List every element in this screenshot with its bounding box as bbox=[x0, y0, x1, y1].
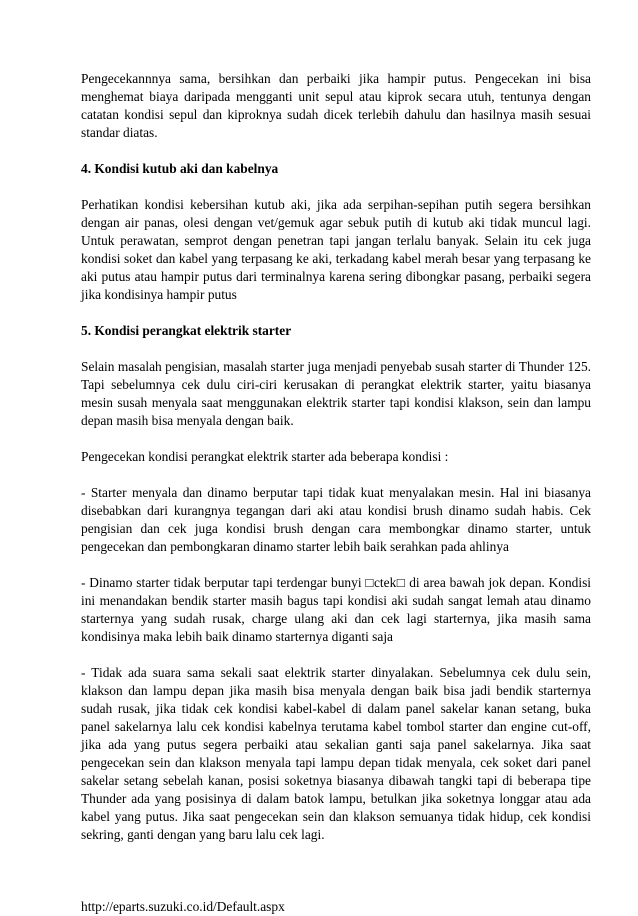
paragraph-kutub-aki: Perhatikan kondisi kebersihan kutub aki, jika ada serpihan-sepihan putih segera bersihkan dengan air panas, olesi dengan vet/gemuk agar sebuk putih di kutub aki tidak muncul lagi. Untuk perawatan, semprot dengan penetran tapi jangan terlalu banyak. Selain itu cek juga kondisi soket dan kabel yang terpasang ke aki, terkadang kabel merah besar yang terpasang ke aki putus atau hampir putus dari terminalnya karena sering dibongkar pasang, perbaiki segera jika kondisinya hampir putus bbox=[81, 197, 591, 302]
paragraph-condition-3: - Tidak ada suara sama sekali saat elektrik starter dinyalakan. Sebelumnya cek dulu sein, klakson dan lampu depan jika masih bisa menyala dengan baik bisa jadi bendik starternya sudah rusak, jika tidak cek kondisi kabel-kabel di dalam panel sakelar kanan setang, buka panel sakelarnya lalu cek kondisi kabelnya terutama kabel tombol starter dan engine cut-off, jika ada yang putus segera perbaiki atau sekalian ganti saja panel sakelarnya. Jika saat pengecekan sein dan klakson menyala tapi lampu depan tidak menyala, cek soket dari panel sakelar setang sebelah kanan, posisi soketnya biasanya dibawah tangki tapi di beberapa tipe Thunder ada yang posisinya di dalam batok lampu, betulkan jika soketnya longgar atau ada kabel yang putus. Jika saat pengecekan sein dan klakson semuanya tidak hidup, cek kondisi sekring, ganti dengan yang baru lalu cek lagi. bbox=[81, 665, 591, 842]
reference-link[interactable]: http://eparts.suzuki.co.id/Default.aspx bbox=[81, 899, 285, 914]
heading-elektrik-starter: 5. Kondisi perangkat elektrik starter bbox=[81, 323, 292, 338]
paragraph-sepul-kiprok: Pengecekannnya sama, bersihkan dan perbaiki jika hampir putus. Pengecekan ini bisa menghemat biaya daripada mengganti unit sepul atau kiprok secara utuh, tentunya dengan catatan kondisi sepul dan kiproknya sudah dicek terlebih dahulu dan hasilnya masih sesuai standar diatas. bbox=[81, 71, 591, 140]
paragraph-condition-1: - Starter menyala dan dinamo berputar tapi tidak kuat menyalakan mesin. Hal ini biasanya disebabkan dari kurangnya tegangan dari aki atau kondisi brush dinamo sudah habis. Cek pengisian dan cek juga kondisi brush dengan cara membongkar dinamo starter, untuk pengecekan dan pembongkaran dinamo starter lebih baik serahkan pada ahlinya bbox=[81, 485, 591, 554]
paragraph-starter-intro: Selain masalah pengisian, masalah starter juga menjadi penyebab susah starter di Thunder 125. Tapi sebelumnya cek dulu ciri-ciri kerusakan di perangkat elektrik starter, yaitu biasanya mesin susah menyala saat menggunakan elektrik starter tapi kondisi klakson, sein dan lampu depan masih bisa menyala dengan baik. bbox=[81, 359, 591, 428]
heading-kutub-aki: 4. Kondisi kutub aki dan kabelnya bbox=[81, 161, 279, 176]
paragraph-condition-2: - Dinamo starter tidak berputar tapi terdengar bunyi □ctek□ di area bawah jok depan. Kondisi ini menandakan bendik starter masih bagus tapi kondisi aki sudah sangat lemah atau dinamo starternya yang sudah rusak, charge ulang aki dan cek lagi starternya, jika masih sama kondisinya maka lebih baik dinamo starternya diganti saja bbox=[81, 575, 591, 644]
paragraph-starter-conditions: Pengecekan kondisi perangkat elektrik starter ada beberapa kondisi : bbox=[81, 449, 449, 464]
